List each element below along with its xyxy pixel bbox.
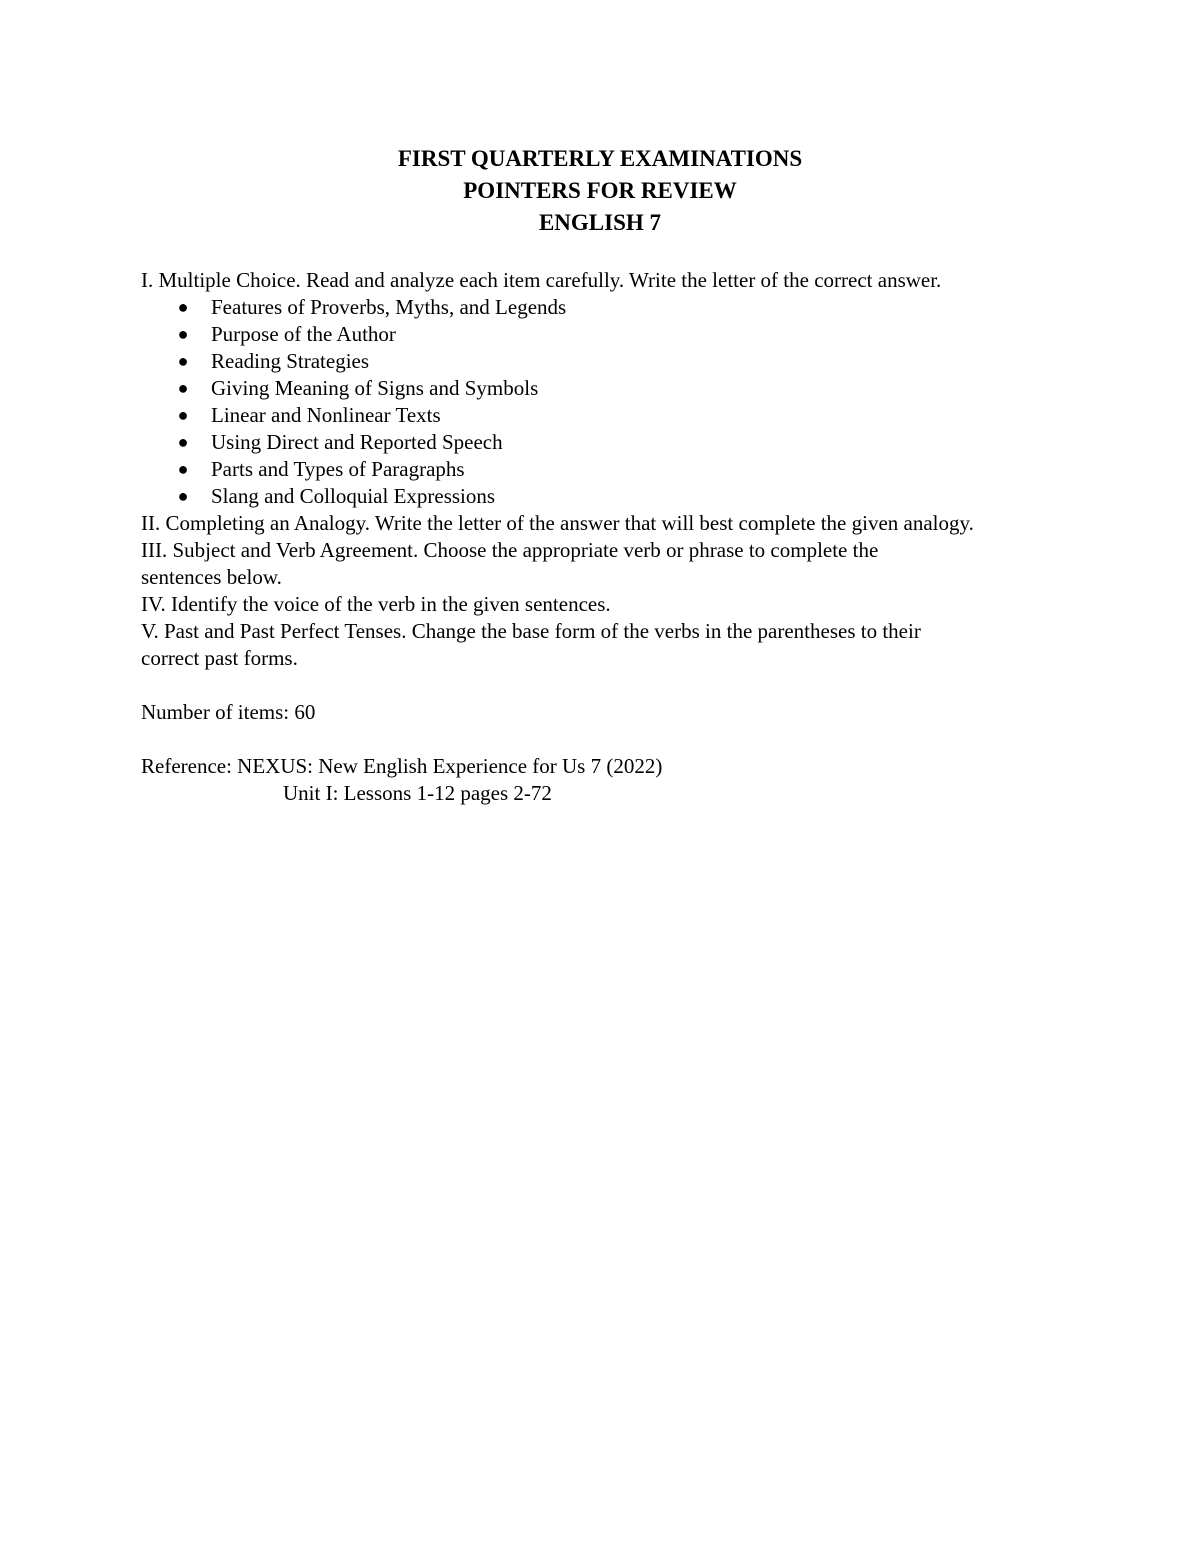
document-header	[0, 143, 1200, 239]
list-item: ● Using Direct and Reported Speech	[177, 430, 503, 454]
list-item: ● Purpose of the Author	[177, 322, 396, 346]
number-of-items: Number of items: 60	[141, 700, 316, 724]
reference-line: Reference: NEXUS: New English Experience for Us 7 (2022)	[141, 754, 663, 778]
bullet-icon: ●	[177, 351, 189, 371]
section-analogy-heading: II. Completing an Analogy. Write the letter of the answer that will best complete the given analogy.	[141, 511, 974, 535]
review-title: POINTERS FOR REVIEW	[463, 178, 737, 203]
section-multiple-choice-heading: I. Multiple Choice. Read and analyze each item carefully. Write the letter of the correct answer.	[141, 268, 942, 292]
multiple-choice-topic-list	[141, 294, 1059, 510]
spacer	[141, 672, 1059, 699]
list-item: ● Features of Proverbs, Myths, and Legends	[177, 295, 567, 319]
bullet-icon: ●	[177, 432, 189, 452]
list-item: ● Linear and Nonlinear Texts	[177, 403, 441, 427]
bullet-icon: ●	[177, 297, 189, 317]
section-subject-verb-line2: sentences below.	[141, 565, 282, 589]
document-body	[141, 267, 1059, 807]
bullet-icon: ●	[177, 324, 189, 344]
list-item: ● Parts and Types of Paragraphs	[177, 457, 465, 481]
spacer	[141, 726, 1059, 753]
reference-unit-line: Unit I: Lessons 1-12 pages 2-72	[283, 781, 552, 805]
list-item: ● Giving Meaning of Signs and Symbols	[177, 376, 539, 400]
bullet-icon: ●	[177, 486, 189, 506]
section-tenses-line2: correct past forms.	[141, 646, 298, 670]
list-item: ● Slang and Colloquial Expressions	[177, 484, 496, 508]
section-voice-heading: IV. Identify the voice of the verb in the given sentences.	[141, 592, 611, 616]
bullet-icon: ●	[177, 405, 189, 425]
section-subject-verb-line1: III. Subject and Verb Agreement. Choose the appropriate verb or phrase to complete the	[141, 538, 879, 562]
exam-title: FIRST QUARTERLY EXAMINATIONS	[397, 146, 803, 171]
subject-title: ENGLISH 7	[538, 210, 662, 235]
list-item: ● Reading Strategies	[177, 349, 370, 373]
section-tenses-line1: V. Past and Past Perfect Tenses. Change the base form of the verbs in the parentheses to their	[141, 619, 921, 643]
bullet-icon: ●	[177, 378, 189, 398]
bullet-icon: ●	[177, 459, 189, 479]
